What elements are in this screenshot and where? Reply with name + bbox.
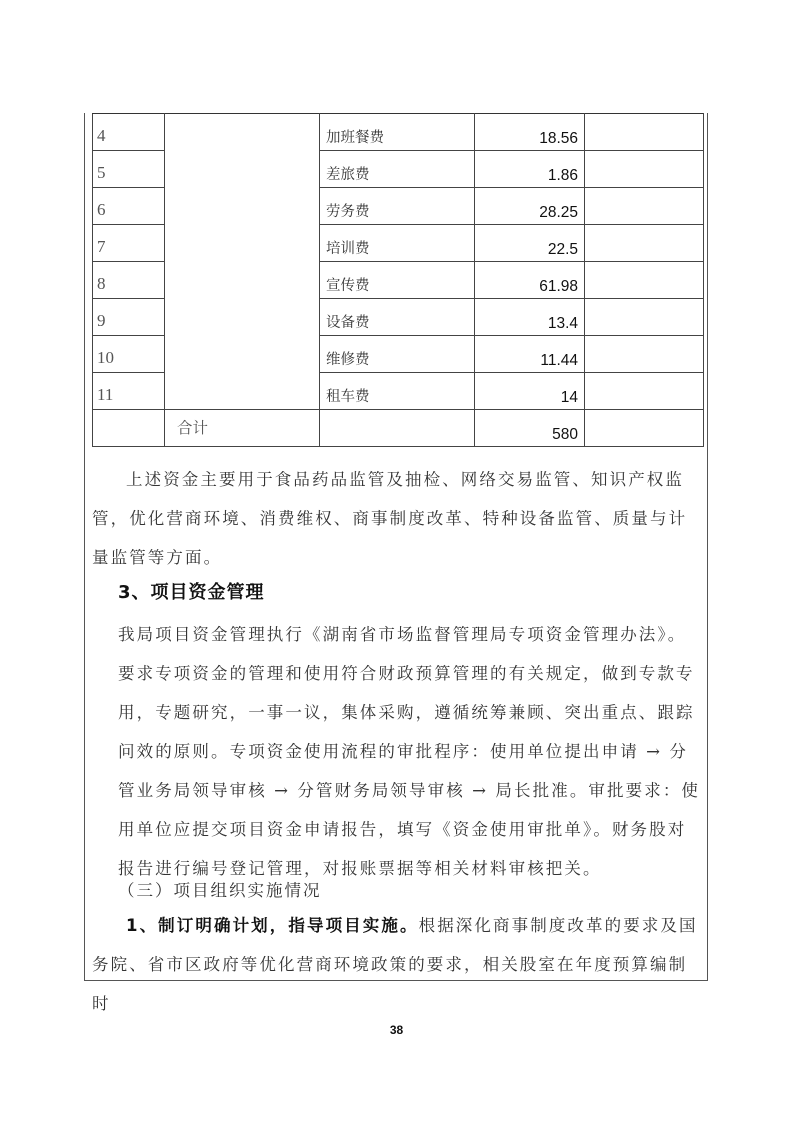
remark-cell [585, 225, 704, 262]
budget-table [92, 113, 704, 447]
remark-cell [585, 188, 704, 225]
table-row [93, 114, 704, 151]
row-index: 6 [93, 188, 165, 225]
section-heading-implementation: （三）项目组织实施情况 [118, 881, 322, 900]
item1-text: 根据深化商事制度改革的要求及国务院、省市区政府等优化营商环境政策的要求，相关股室在年度预算编制时 [92, 916, 698, 1013]
total-remark-cell [585, 410, 704, 447]
remark-cell [585, 336, 704, 373]
remark-cell [585, 151, 704, 188]
row-index: 8 [93, 262, 165, 299]
expense-name: 加班餐费 [320, 114, 475, 151]
row-index: 4 [93, 114, 165, 151]
expense-name: 租车费 [320, 373, 475, 410]
total-label: 合计 [165, 410, 320, 447]
category-cell [165, 114, 320, 410]
remark-cell [585, 262, 704, 299]
expense-name: 劳务费 [320, 188, 475, 225]
total-row [93, 410, 704, 447]
total-index-cell [93, 410, 165, 447]
expense-amount: 61.98 [475, 262, 585, 299]
usage-paragraph: 上述资金主要用于食品药品监管及抽检、网络交易监管、知识产权监管，优化营商环境、消费维权、商事制度改革、特种设备监管、质量与计量监管等方面。 [92, 470, 688, 567]
expense-amount: 14 [475, 373, 585, 410]
total-name-cell [320, 410, 475, 447]
row-index: 5 [93, 151, 165, 188]
expense-amount: 13.4 [475, 299, 585, 336]
row-index: 9 [93, 299, 165, 336]
expense-name: 培训费 [320, 225, 475, 262]
expense-name: 宣传费 [320, 262, 475, 299]
remark-cell [585, 114, 704, 151]
expense-name: 差旅费 [320, 151, 475, 188]
management-paragraph: 我局项目资金管理执行《湖南省市场监督管理局专项资金管理办法》。要求专项资金的管理和使用符合财政预算管理的有关规定，做到专款专用，专题研究，一事一议，集体采购，遵循统筹兼顾、突出重点、跟踪问效的原则。专项资金使用流程的审批程序：使用单位提出申请 → 分管业务局领导审核 → 分管财务局领导审核 → 局长批准。审批要求：使用单位应提交项目资金申请报告，填写《资金使用审批单》。财务股对报告进行编号登记管理，对报账票据等相关材料审核把关。 [118, 625, 701, 878]
row-index: 11 [93, 373, 165, 410]
expense-amount: 11.44 [475, 336, 585, 373]
remark-cell [585, 373, 704, 410]
item1-title: 1、制订明确计划，指导项目实施。 [126, 916, 419, 935]
page-number: 38 [389, 1023, 404, 1037]
expense-name: 维修费 [320, 336, 475, 373]
expense-name: 设备费 [320, 299, 475, 336]
total-amount: 580 [475, 410, 585, 447]
expense-amount: 18.56 [475, 114, 585, 151]
row-index: 7 [93, 225, 165, 262]
item1-paragraph [92, 906, 702, 1023]
section-heading-fund-management: 3、项目资金管理 [118, 582, 265, 603]
expense-amount: 22.5 [475, 225, 585, 262]
remark-cell [585, 299, 704, 336]
row-index: 10 [93, 336, 165, 373]
expense-amount: 28.25 [475, 188, 585, 225]
expense-amount: 1.86 [475, 151, 585, 188]
